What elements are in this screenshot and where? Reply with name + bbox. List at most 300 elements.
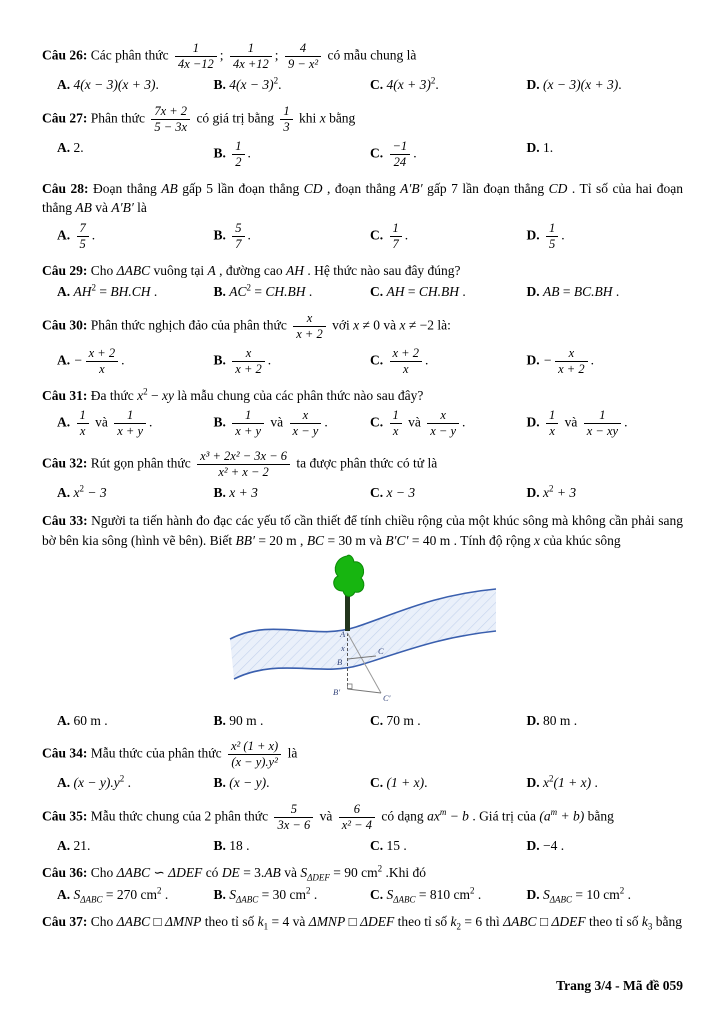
math-run: ΔMNP xyxy=(164,914,202,930)
text-run: 80 m . xyxy=(543,712,578,728)
option-label: A. xyxy=(57,139,74,155)
superscript: 2 xyxy=(143,386,148,397)
text-run: = 40 m . Tính độ rộng xyxy=(408,532,534,548)
text-run: 90 m . xyxy=(229,712,264,728)
question-stem xyxy=(42,801,683,834)
fraction-numerator: 1 xyxy=(127,408,134,423)
question-number: Câu 33: xyxy=(42,512,92,528)
fraction-denominator: x xyxy=(390,361,422,377)
fraction xyxy=(274,802,313,833)
superscript: 2 xyxy=(377,863,383,874)
label-C: C xyxy=(377,646,384,657)
fraction-numerator: 1 xyxy=(247,41,254,55)
fraction-denominator: x + 2 xyxy=(555,361,587,377)
math-run: BC.BH xyxy=(573,284,613,300)
option-label: C. xyxy=(370,414,387,430)
option-C xyxy=(370,836,527,856)
question-stem xyxy=(42,261,683,281)
question-stem xyxy=(42,448,683,481)
question-q34 xyxy=(42,738,683,793)
fraction-denominator: 4x +12 xyxy=(230,56,272,72)
fraction-denominator: 5 xyxy=(546,236,558,252)
option-label: A. xyxy=(57,284,74,300)
text-run: . xyxy=(305,284,313,300)
math-run: x xyxy=(543,775,549,791)
math-run: ΔDEF xyxy=(360,914,395,930)
option-C xyxy=(370,407,527,440)
fraction-denominator: x xyxy=(77,423,89,439)
fraction-numerator: 1 xyxy=(549,408,556,423)
subscript: ΔABC xyxy=(80,894,103,905)
math-run: S xyxy=(73,886,81,902)
options-row xyxy=(42,220,683,253)
text-run: gấp 5 lần đoạn thẳng xyxy=(177,180,304,196)
text-run: . xyxy=(561,227,565,243)
options-row xyxy=(42,407,683,440)
option-label: B. xyxy=(213,227,230,243)
text-run: theo tỉ số xyxy=(394,914,451,930)
option-C xyxy=(370,138,527,171)
text-run: = 90 cm xyxy=(329,865,378,881)
option-D xyxy=(527,138,684,171)
option-D xyxy=(527,483,684,503)
option-label: D. xyxy=(526,886,543,902)
math-run: x xyxy=(533,532,540,548)
text-run: = 4 và xyxy=(268,914,309,930)
fraction xyxy=(285,41,321,72)
label-A: A xyxy=(339,629,345,640)
question-stem xyxy=(42,179,683,218)
option-label: D. xyxy=(526,485,543,501)
math-run: S xyxy=(543,886,550,902)
option-label: B. xyxy=(213,145,230,161)
fraction xyxy=(546,408,558,439)
fraction-denominator: 3 xyxy=(280,119,292,135)
text-run: ∽ xyxy=(150,865,169,881)
option-D xyxy=(527,345,684,378)
fraction-denominator: x − y xyxy=(427,423,459,439)
text-run: . xyxy=(124,775,131,791)
text-run: 60 m . xyxy=(73,712,108,728)
text-run: □ xyxy=(345,914,361,930)
option-A xyxy=(57,885,214,905)
option-label: B. xyxy=(213,886,230,902)
math-run: AC xyxy=(229,284,247,300)
math-run: (x − y).y xyxy=(73,775,120,791)
text-run: . xyxy=(150,284,158,300)
text-run: = 6 thì xyxy=(461,914,504,930)
math-run: k xyxy=(257,914,264,930)
fraction xyxy=(290,408,322,439)
math-run: x xyxy=(543,485,549,501)
fraction-denominator: x + y xyxy=(114,423,146,439)
text-run: − xyxy=(147,387,162,403)
option-B xyxy=(214,407,371,440)
fraction xyxy=(77,408,89,439)
text-run: . xyxy=(612,284,620,300)
option-label: C. xyxy=(370,837,387,853)
text-run: ta được phân thức có tử là xyxy=(293,455,438,471)
fraction-denominator: 2 xyxy=(232,154,244,170)
fraction-denominator: 5 − 3x xyxy=(151,119,190,135)
option-B xyxy=(214,345,371,378)
question-q32 xyxy=(42,448,683,503)
option-label: A. xyxy=(57,77,74,92)
text-run: Đoạn thẳng xyxy=(93,180,162,196)
option-B xyxy=(214,75,371,95)
text-run: = 20 m , xyxy=(254,532,307,548)
label-Bprime: B′ xyxy=(332,687,340,698)
math-run: x xyxy=(319,110,326,126)
math-run: (x − 3)(x + 3) xyxy=(543,77,619,92)
question-number: Câu 31: xyxy=(42,387,91,403)
fraction-numerator: x xyxy=(440,408,446,423)
text-run: . xyxy=(278,77,282,92)
math-run: − xyxy=(73,352,83,368)
math-run: (x − y) xyxy=(229,775,267,791)
text-run: . Hệ thức nào sau đây đúng? xyxy=(304,262,461,278)
math-run: (1 + x) xyxy=(386,775,425,791)
text-run: . xyxy=(459,284,466,300)
superscript: 2 xyxy=(430,75,436,86)
text-run: có giá trị bằng xyxy=(193,110,278,126)
option-label: A. xyxy=(57,775,74,791)
fraction-denominator: x + y xyxy=(232,423,264,439)
text-run: . xyxy=(91,227,96,243)
math-run: 4(x + 3) xyxy=(386,77,431,92)
option-D xyxy=(527,75,684,95)
questions xyxy=(42,40,683,932)
math-run: − 3 xyxy=(84,485,107,501)
superscript: 2 xyxy=(619,885,625,896)
question-q37 xyxy=(42,912,683,932)
option-A xyxy=(57,75,214,95)
option-label: C. xyxy=(370,775,387,791)
option-label: B. xyxy=(213,352,230,368)
text-run: . xyxy=(474,886,482,902)
question-number: Câu 35: xyxy=(42,808,91,824)
text-run: gấp 7 lần đoạn thẳng xyxy=(422,180,549,196)
fraction-denominator: x − xy xyxy=(584,423,621,439)
math-run: + 3 xyxy=(553,485,577,501)
option-label: C. xyxy=(370,227,387,243)
question-q26 xyxy=(42,40,683,95)
math-run: − xyxy=(543,352,553,368)
question-stem xyxy=(42,310,683,343)
text-run: Đa thức xyxy=(90,387,138,403)
question-q27 xyxy=(42,103,683,171)
fraction-numerator: 1 xyxy=(549,220,556,235)
option-label: D. xyxy=(526,414,543,430)
fraction-numerator: 7x + 2 xyxy=(154,103,188,118)
text-run: , đường cao xyxy=(215,262,287,278)
text-run: là xyxy=(284,745,298,761)
option-label: B. xyxy=(213,837,230,853)
fraction-numerator: 1 xyxy=(283,103,290,118)
math-run: k xyxy=(450,914,457,930)
question-number: Câu 28: xyxy=(42,180,94,196)
option-label: D. xyxy=(526,77,543,92)
fraction-denominator: (x − y).y² xyxy=(228,754,281,770)
math-run: DE xyxy=(221,865,240,881)
fraction xyxy=(86,346,118,377)
options-row xyxy=(42,885,683,905)
fraction-numerator: 7 xyxy=(79,220,86,235)
text-run: . xyxy=(247,145,251,161)
fraction-denominator: x xyxy=(86,361,118,377)
fraction-denominator: x + 2 xyxy=(232,361,264,377)
superscript: 2 xyxy=(549,483,554,494)
option-label: D. xyxy=(526,139,543,155)
option-label: D. xyxy=(526,284,543,300)
text-run: = 3. xyxy=(239,865,265,881)
option-label: C. xyxy=(370,145,387,161)
option-label: B. xyxy=(213,77,230,92)
superscript: 2 xyxy=(246,282,252,293)
fraction-numerator: 1 xyxy=(392,408,399,423)
math-run: x + 3 xyxy=(229,485,258,501)
question-number: Câu 34: xyxy=(42,745,91,761)
text-run: và xyxy=(91,200,112,216)
option-C xyxy=(370,75,527,95)
text-run: và xyxy=(316,808,336,824)
fraction-numerator: 1 xyxy=(235,138,242,153)
text-run: . xyxy=(310,886,318,902)
text-run: □ xyxy=(536,914,552,930)
math-run: x xyxy=(137,387,144,403)
subscript: ΔDEF xyxy=(307,873,330,883)
math-run: ΔABC xyxy=(116,262,151,278)
label-x: x xyxy=(340,643,345,654)
text-run: 70 m . xyxy=(386,712,421,728)
option-label: C. xyxy=(370,352,387,368)
text-run: của khúc sông xyxy=(539,532,621,548)
text-run: = 810 cm xyxy=(415,886,471,902)
option-C xyxy=(370,711,527,731)
option-label: A. xyxy=(57,837,74,853)
text-run: . xyxy=(266,775,270,791)
question-number: Câu 36: xyxy=(42,865,91,881)
option-A xyxy=(57,483,214,503)
question-q30 xyxy=(42,310,683,378)
text-run: = 10 cm xyxy=(572,886,620,902)
fraction xyxy=(280,104,292,135)
option-label: D. xyxy=(526,227,543,243)
math-run: ΔMNP xyxy=(308,914,346,930)
text-run: = 30 cm xyxy=(258,886,307,902)
text-run: . xyxy=(161,886,169,902)
option-A xyxy=(57,345,214,378)
option-D xyxy=(527,282,684,302)
option-A xyxy=(57,407,214,440)
option-label: D. xyxy=(526,712,543,728)
line-Bprime-Cprime xyxy=(347,689,381,693)
question-q33 xyxy=(42,511,683,730)
question-q36 xyxy=(42,863,683,904)
superscript: m xyxy=(439,806,447,817)
superscript: 2 xyxy=(549,773,554,784)
subscript: 1 xyxy=(263,922,269,933)
option-B xyxy=(214,711,371,731)
fraction xyxy=(230,41,272,72)
option-D xyxy=(527,836,684,856)
river-band xyxy=(230,589,496,679)
text-run: 1. xyxy=(543,139,554,155)
fraction xyxy=(555,346,587,377)
text-run: , đoạn thẳng xyxy=(322,180,401,196)
text-run: bằng xyxy=(584,808,614,824)
text-run: 2. xyxy=(73,139,84,155)
math-run: AH xyxy=(73,284,92,300)
option-C xyxy=(370,483,527,503)
text-run: . xyxy=(591,775,598,791)
fraction-numerator: 1 xyxy=(192,41,199,55)
text-run: Cho xyxy=(90,865,117,881)
fraction-denominator: 7 xyxy=(232,236,244,252)
option-D xyxy=(527,711,684,731)
math-run: x xyxy=(353,317,360,333)
options-row xyxy=(42,773,683,793)
superscript: 2 xyxy=(470,885,475,896)
text-run: và xyxy=(267,414,287,430)
math-run: CH.BH xyxy=(418,284,459,300)
fraction xyxy=(546,221,558,252)
question-number: Câu 26: xyxy=(42,47,91,63)
text-run: . Giá trị của xyxy=(468,808,540,824)
question-number: Câu 32: xyxy=(42,455,91,471)
math-run: S xyxy=(386,886,394,902)
question-q29 xyxy=(42,261,683,302)
question-stem xyxy=(42,386,683,406)
math-run: 4(x − 3) xyxy=(229,77,274,92)
math-run: BC xyxy=(306,532,325,548)
text-run: . xyxy=(424,352,429,368)
subscript: ΔABC xyxy=(393,894,416,905)
fraction-numerator: 1 xyxy=(392,220,399,235)
fraction xyxy=(114,408,146,439)
fraction-numerator: 1 xyxy=(79,408,86,423)
option-label: B. xyxy=(213,414,230,430)
text-run: bằng xyxy=(325,110,356,126)
option-C xyxy=(370,773,527,793)
option-label: B. xyxy=(213,775,230,791)
fraction-numerator: x³ + 2x² − 3x − 6 xyxy=(200,449,288,464)
option-label: A. xyxy=(57,712,74,728)
text-run: = 270 cm xyxy=(102,886,158,902)
question-number: Câu 29: xyxy=(42,262,91,278)
fraction xyxy=(584,408,621,439)
fraction-denominator: x xyxy=(390,423,402,439)
fraction xyxy=(390,139,411,170)
text-run: Mẫu thức của phân thức xyxy=(90,745,225,761)
option-label: B. xyxy=(213,284,230,300)
fraction-denominator: x² + x − 2 xyxy=(197,464,290,480)
right-angle-mark xyxy=(347,684,352,689)
superscript: 2 xyxy=(306,885,311,896)
math-run: CD xyxy=(303,180,323,196)
question-number: Câu 30: xyxy=(42,317,91,333)
question-stem xyxy=(42,912,683,932)
text-run: 21. xyxy=(73,837,91,853)
math-run: AB xyxy=(543,284,560,300)
subscript: ΔABC xyxy=(236,894,259,905)
text-run: . xyxy=(121,352,125,368)
option-B xyxy=(214,138,371,171)
subscript: 2 xyxy=(456,922,462,933)
text-run: . xyxy=(413,145,417,161)
text-run: Phân thức xyxy=(90,110,149,126)
label-Cprime: C′ xyxy=(382,693,391,704)
fraction-numerator: 1 xyxy=(599,408,606,423)
text-run: . xyxy=(590,352,594,368)
fraction-denominator: 5 xyxy=(77,236,89,252)
option-label: A. xyxy=(57,352,74,368)
option-label: C. xyxy=(370,886,387,902)
text-run: ; xyxy=(274,47,282,63)
option-label: C. xyxy=(370,712,387,728)
text-run: .Khi đó xyxy=(382,865,426,881)
fraction-numerator: 6 xyxy=(353,801,360,816)
text-run: = xyxy=(404,284,419,300)
fraction-denominator: x − y xyxy=(290,423,322,439)
fraction xyxy=(77,221,89,252)
text-run: = 30 m và xyxy=(324,532,386,548)
question-number: Câu 37: xyxy=(42,914,91,930)
option-D xyxy=(527,885,684,905)
option-label: A. xyxy=(57,227,74,243)
superscript: 2 xyxy=(91,282,96,293)
math-run: CD xyxy=(548,180,568,196)
fraction xyxy=(232,408,264,439)
options-row xyxy=(42,138,683,171)
option-label: D. xyxy=(526,837,543,853)
fraction xyxy=(390,346,422,377)
text-run: = xyxy=(251,284,266,300)
option-A xyxy=(57,711,214,731)
text-run: Người ta tiến hành đo đạc các yếu tố cần thiết để tính chiều rộng của một khúc sông mà không cần phải sang bờ bên kia sông (hình vẽ bên). Biết xyxy=(42,512,683,548)
fraction-numerator: −1 xyxy=(392,138,408,153)
options-row xyxy=(42,836,683,856)
question-q35 xyxy=(42,801,683,856)
fraction-numerator: 1 xyxy=(245,408,252,423)
question-stem xyxy=(42,511,683,550)
options-row xyxy=(42,75,683,95)
fraction-denominator: 4x −12 xyxy=(175,56,217,72)
text-run: . xyxy=(624,414,628,430)
option-C xyxy=(370,345,527,378)
math-run: x xyxy=(399,317,406,333)
fraction-numerator: x² (1 + x) xyxy=(230,739,279,754)
label-B: B xyxy=(336,657,342,668)
text-run: theo tỉ số xyxy=(585,914,642,930)
fraction-denominator: 24 xyxy=(390,154,411,170)
option-label: D. xyxy=(526,352,543,368)
option-D xyxy=(527,773,684,793)
fraction-denominator: 9 − x² xyxy=(285,56,321,72)
text-run: ≠ −2 là: xyxy=(405,317,451,333)
text-run: ; xyxy=(219,47,227,63)
text-run: bằng xyxy=(652,914,683,930)
text-run: . xyxy=(424,775,428,791)
question-stem xyxy=(42,40,683,73)
fraction-denominator: x² − 4 xyxy=(339,817,375,833)
fraction-numerator: 5 xyxy=(235,220,242,235)
text-run: theo tỉ số xyxy=(201,914,258,930)
text-run: là xyxy=(133,200,147,216)
option-label: D. xyxy=(526,775,543,791)
question-stem xyxy=(42,103,683,136)
text-run: Rút gọn phân thức xyxy=(90,455,195,471)
